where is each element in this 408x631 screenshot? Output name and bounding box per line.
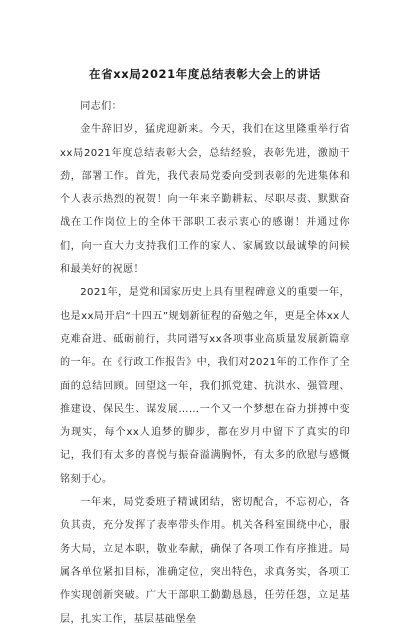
paragraph-opening: 金牛辞旧岁，猛虎迎新来。今天，我们在这里隆重举行省xx局2021年度总结表彰大会，总结经验，表彰先进，激励干劲，部署工作。首先，我代表局党委向受到表彰的先进集体和个人表示热烈的祝贺！向一年来辛勤耕耘、尽职尽责、默默奋战在工作岗位上的全体干部职工表示衷心的感谢！并通过你们，向一直大力支持我们工作的家人、家属致以最诚挚的问候和最美好的祝愿！: [60, 124, 350, 276]
paragraph-team-work: 一年来，局党委班子精诚团结，密切配合，不忘初心，各负其责，充分发挥了表率带头作用。机关各科室围绕中心，服务大局，立足本职，敬业奉献，确保了各项工作有序推进。局属各单位紧扣目标，准确定位，突出特色，求真务实，各项工作实现创新突破。广大干部职工勤勤恳恳，任劳任怨，立足基层，扎实工作，基层基础堡垒: [60, 497, 350, 625]
document-body: [60, 95, 350, 631]
salutation: 同志们：: [80, 101, 123, 112]
document-title: 在省xx局2021年度总结表彰大会上的讲话: [89, 67, 321, 81]
paragraph-year-review: 2021年，是党和国家历史上具有里程碑意义的重要一年，也是xx局开启“十四五”规划新征程的奋勉之年，更是全体xx人克难奋进、砥砺前行，共同谱写xx各项事业高质量发展新篇章的一年。在《行政工作报告》中，我们对2021年的工作作了全面的总结回顾。回望这一年，我们抓党建、抗洪水、强管理、推建设、保民生、谋发展……一个又一个梦想在奋力拼搏中变为现实，每个xx人追梦的脚步，都在岁月中留下了真实的印记，我们有太多的喜悦与振奋溢满胸怀，有太多的欣慰与感慨铭刻于心。: [60, 287, 350, 485]
